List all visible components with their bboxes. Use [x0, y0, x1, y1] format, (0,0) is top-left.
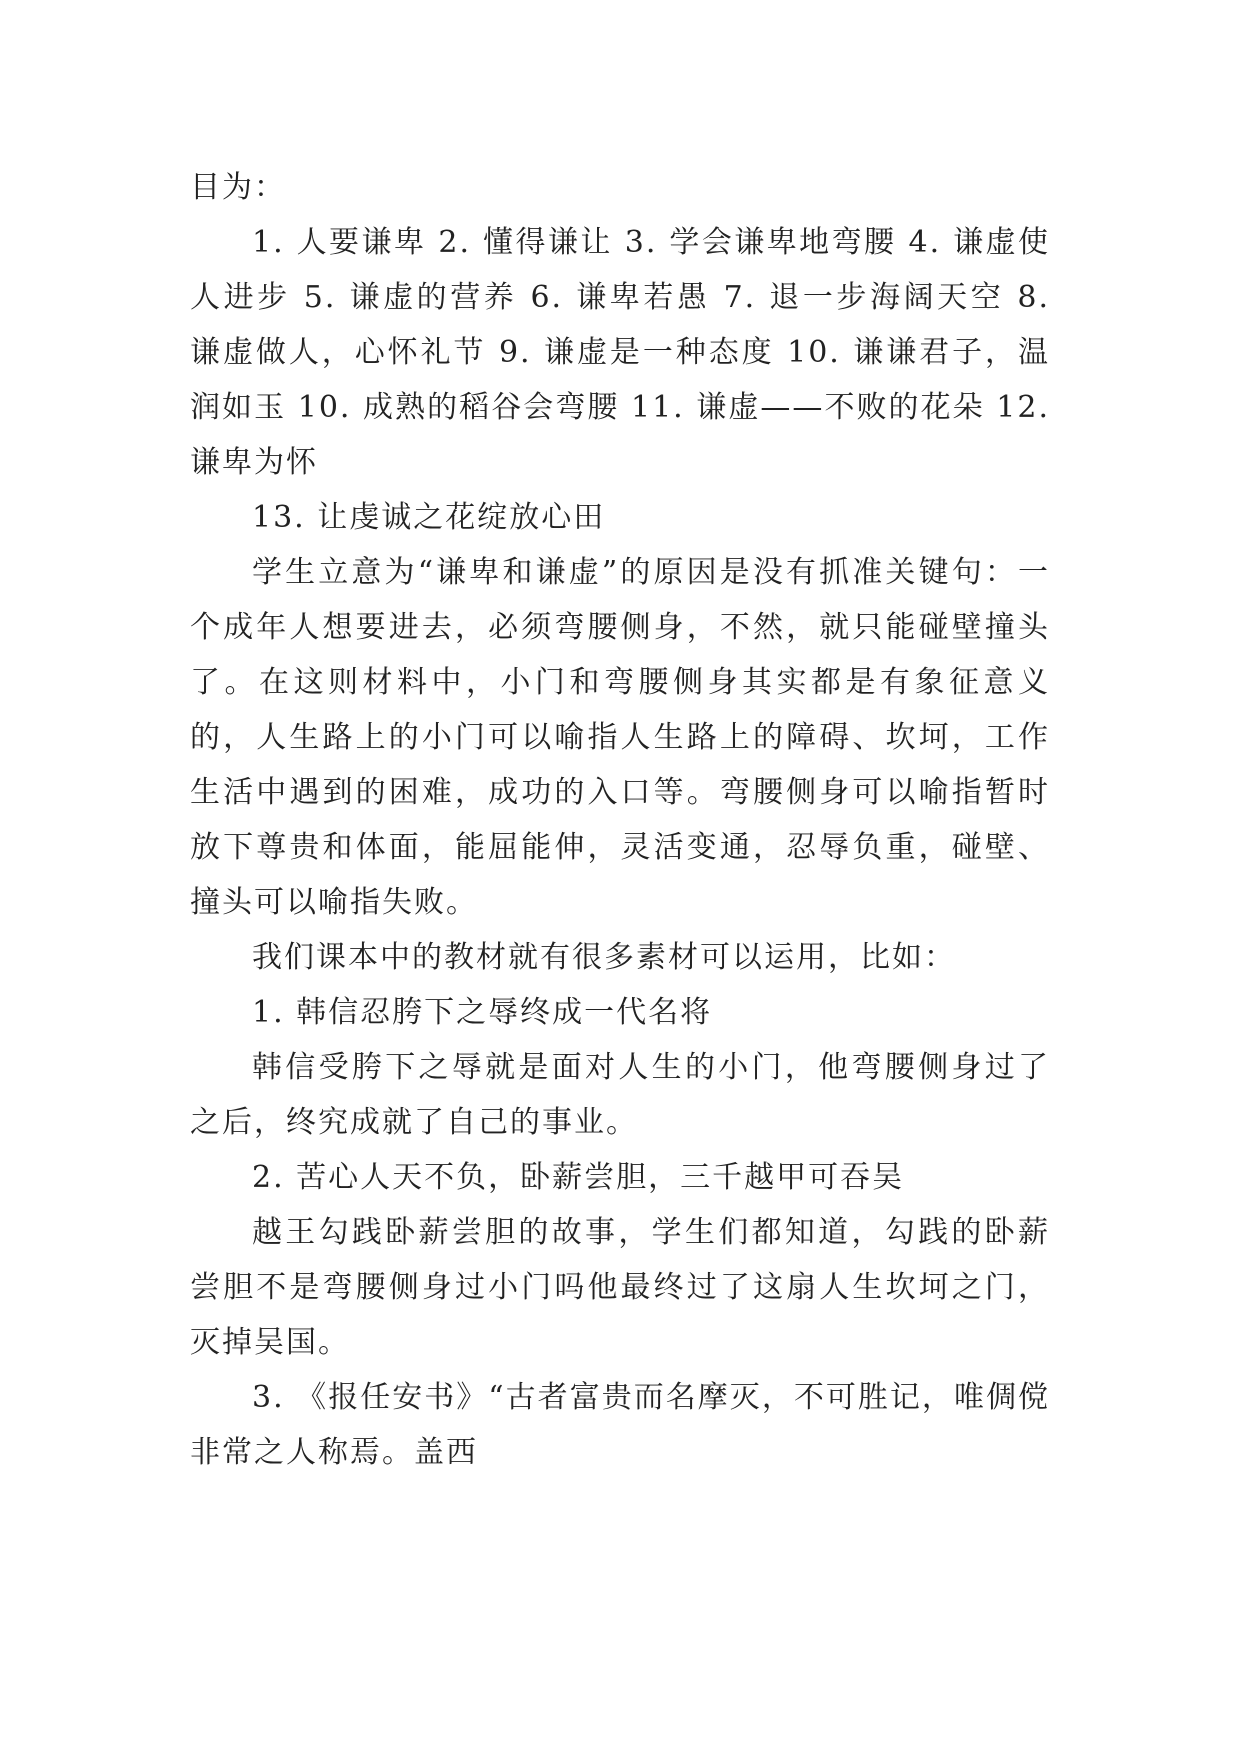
paragraph-materials-intro: 我们课本中的教材就有很多素材可以运用，比如： — [252, 940, 956, 975]
paragraph-title-13: 13. 让虔诚之花绽放心田 — [252, 500, 606, 535]
paragraph-analysis: 学生立意为“谦卑和谦虚”的原因是没有抓准关键句：一个成年人想要进去，必须弯腰侧身，不然，就只能碰壁撞头了。在这则材料中，小门和弯腰侧身其实都是有象征意义的，人生路上的小门可以喻指人生路上的障碍、坎坷，工作生活中遇到的困难，成功的入口等。弯腰侧身可以喻指暂时放下尊贵和体面，能屈能伸，灵活变通，忍辱负重，碰壁、撞头可以喻指失败。 — [190, 555, 1050, 920]
paragraph-title-list: 1. 人要谦卑 2. 懂得谦让 3. 学会谦卑地弯腰 4. 谦虚使人进步 5. 谦虚的营养 6. 谦卑若愚 7. 退一步海阔天空 8. 谦虚做人，心怀礼节 9. 谦虚是一种态度 10. 谦谦君子，温润如玉 10. 成熟的稻谷会弯腰 11. 谦虚——不败的花朵 12. 谦卑为怀 — [190, 225, 1050, 480]
paragraph-example-1-body: 韩信受胯下之辱就是面对人生的小门，他弯腰侧身过了之后，终究成就了自己的事业。 — [190, 1050, 1050, 1140]
paragraph-title-fragment: 目为： — [190, 170, 286, 205]
paragraph-example-1-heading: 1. 韩信忍胯下之辱终成一代名将 — [252, 995, 713, 1030]
paragraph-example-2-heading: 2. 苦心人天不负，卧薪尝胆，三千越甲可吞吴 — [252, 1160, 905, 1195]
paragraph-example-3-heading: 3. 《报任安书》“古者富贵而名摩灭，不可胜记，唯倜傥非常之人称焉。盖西 — [190, 1380, 1050, 1470]
document-page — [190, 160, 1050, 1480]
paragraph-example-2-body: 越王勾践卧薪尝胆的故事，学生们都知道，勾践的卧薪尝胆不是弯腰侧身过小门吗他最终过了这扇人生坎坷之门，灭掉吴国。 — [190, 1215, 1050, 1360]
